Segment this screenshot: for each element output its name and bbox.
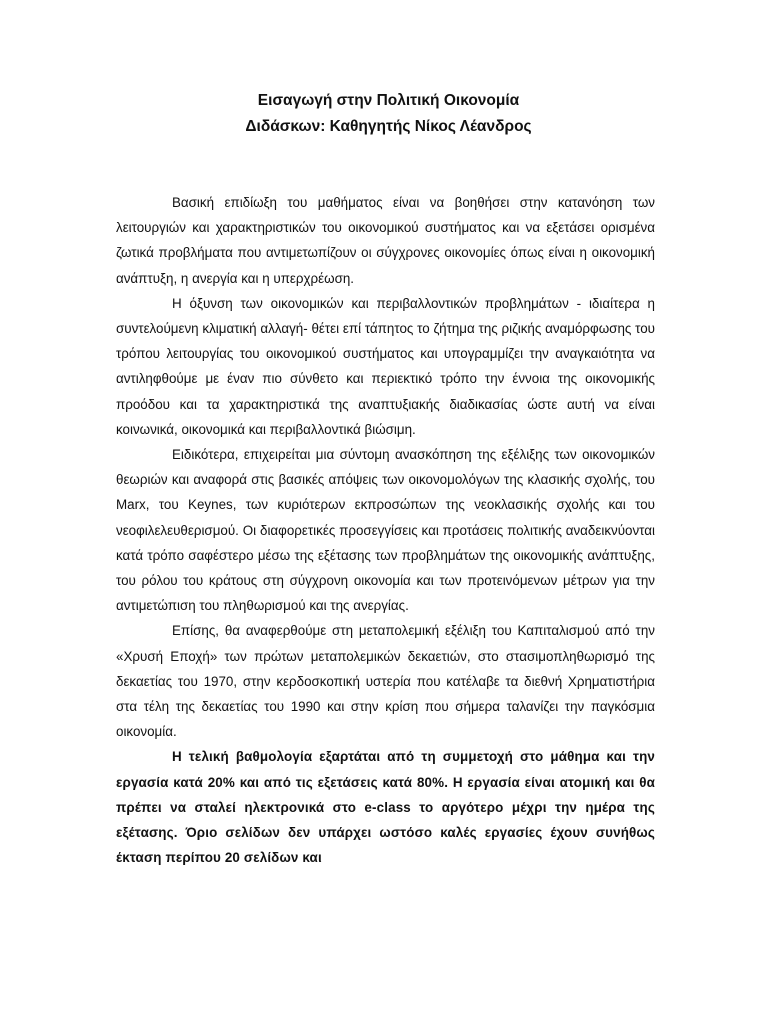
- course-title: Εισαγωγή στην Πολιτική Οικονομία: [257, 92, 520, 109]
- document-body: [116, 190, 655, 870]
- paragraph-course-goal: Βασική επιδίωξη του μαθήματος είναι να βοηθήσει στην κατανόηση των λειτουργιών και χαρακτηριστικών του οικονομικού συστήματος και να εξετάσει ορισμένα ζωτικά προβλήματα που αντιμετωπίζουν οι σύγχρονες οικονομίες όπως είναι η οικονομική ανάπτυξη, η ανεργία και η υπερχρέωση.: [116, 195, 655, 286]
- paragraph-grading: Η τελική βαθμολογία εξαρτάται από τη συμμετοχή στο μάθημα και την εργασία κατά 20% και από τις εξετάσεις κατά 80%. Η εργασία είναι ατομική και θα πρέπει να σταλεί ηλεκτρονικά στο e-class το αργότερο μέχρι την ημέρα της εξέτασης. Όριο σελίδων δεν υπάρχει ωστόσο καλές εργασίες έχουν συνήθως έκταση περίπου 20 σελίδων και: [116, 749, 655, 866]
- paragraph-economic-theories: Ειδικότερα, επιχειρείται μια σύντομη ανασκόπηση της εξέλιξης των οικονομικών θεωριών και αναφορά στις βασικές απόψεις των οικονομολόγων της κλασικής σχολής, του Marx, του Keynes, των κυριότερων εκπροσώπων της νεοκλασικής σχολής και του νεοφιλελευθερισμού. Οι διαφορετικές προσεγγίσεις και προτάσεις πολιτικής αναδεικνύονται κατά τρόπο σαφέστερο μέσω της εξέτασης των προβλημάτων της οικονομικής ανάπτυξης, του ρόλου του κράτους στη σύγχρονη οικονομία και των προτεινόμενων μέτρων για την αντιμετώπιση του πληθωρισμού και της ανεργίας.: [116, 447, 655, 614]
- paragraph-postwar-capitalism: Επίσης, θα αναφερθούμε στη μεταπολεμική εξέλιξη του Καπιταλισμού από την «Χρυσή Εποχή» των πρώτων μεταπολεμικών δεκαετιών, στο στασιμοπληθωρισμό της δεκαετίας του 1970, στην κερδοσκοπική υστερία που κατέλαβε τα διεθνή Χρηματιστήρια στα τέλη της δεκαετίας του 1990 και στην κρίση που σήμερα ταλανίζει την παγκόσμια οικονομία.: [116, 623, 655, 740]
- instructor-line: Διδάσκων: Καθηγητής Νίκος Λέανδρος: [245, 118, 532, 135]
- paragraph-environmental-problems: Η όξυνση των οικονομικών και περιβαλλοντικών προβλημάτων - ιδιαίτερα η συντελούμενη κλιματική αλλαγή- θέτει επί τάπητος το ζήτημα της ριζικής αναμόρφωσης του τρόπου λειτουργίας του οικονομικού συστήματος και υπογραμμίζει την αναγκαιότητα να αντιληφθούμε με έναν πιο σύνθετο και περιεκτικό τρόπο την έννοια της οικονομικής προόδου και τα χαρακτηριστικά της αναπτυξιακής διαδικασίας ώστε αυτή να είναι κοινωνικά, οικονομικά και περιβαλλοντικά βιώσιμη.: [116, 295, 655, 437]
- document-header: [122, 88, 655, 140]
